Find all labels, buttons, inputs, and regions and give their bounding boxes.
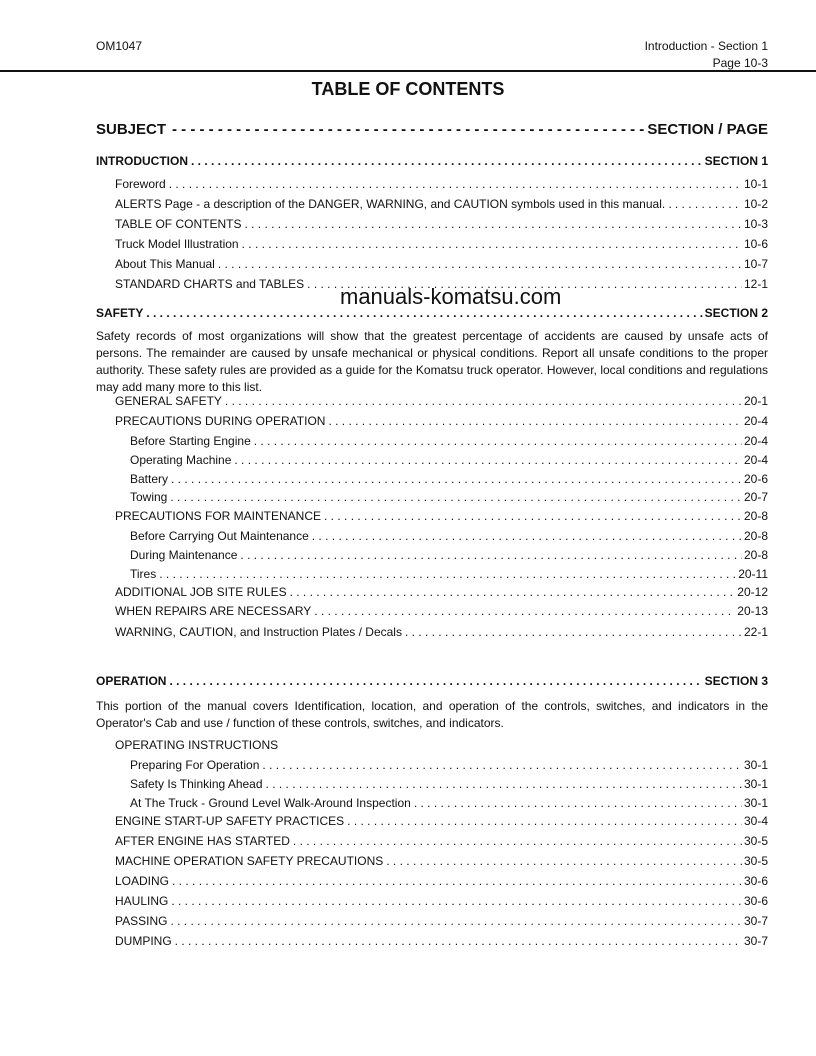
dot-leader	[314, 603, 735, 619]
entry-page: 30-1	[743, 758, 768, 772]
dot-leader	[169, 176, 742, 192]
entry-page: SECTION 1	[704, 154, 768, 168]
entry-label: Preparing For Operation	[130, 758, 260, 772]
header-page: Page 10-3	[712, 56, 768, 70]
toc-entry	[115, 176, 768, 192]
toc-entry	[115, 196, 768, 212]
dot-leader	[266, 776, 742, 792]
entry-page: 30-1	[743, 777, 768, 791]
entry-page: 30-1	[743, 796, 768, 810]
entry-page: 20-8	[743, 509, 768, 523]
entry-label: ADDITIONAL JOB SITE RULES	[115, 585, 287, 599]
dot-leader	[240, 547, 742, 563]
entry-label: WARNING, CAUTION, and Instruction Plates / Decals	[115, 625, 402, 639]
dot-leader	[347, 813, 742, 829]
toc-entry	[115, 216, 768, 232]
entry-label: MACHINE OPERATION SAFETY PRECAUTIONS	[115, 854, 384, 868]
header-rule	[0, 70, 816, 72]
toc-entry	[130, 566, 768, 582]
entry-label: SAFETY	[96, 306, 144, 320]
entry-label: WHEN REPAIRS ARE NECESSARY	[115, 604, 312, 618]
toc-entry	[130, 547, 768, 563]
subject-header	[96, 121, 768, 138]
toc-entry	[115, 913, 768, 929]
header-section: Introduction - Section 1	[644, 39, 768, 53]
entry-label: PRECAUTIONS DURING OPERATION	[115, 414, 326, 428]
toc-entry	[115, 873, 768, 889]
dot-leader	[170, 913, 742, 929]
toc-entry	[115, 508, 768, 524]
toc-entry	[115, 833, 768, 849]
toc-entry	[130, 757, 768, 773]
toc-entry	[130, 795, 768, 811]
dot-leader	[290, 584, 736, 600]
page-title: TABLE OF CONTENTS	[311, 79, 505, 99]
entry-label: Operating Machine	[130, 453, 232, 467]
dot-leader	[170, 489, 742, 505]
entry-page: 10-1	[743, 177, 768, 191]
toc-entry	[115, 893, 768, 909]
entry-label: INTRODUCTION	[96, 154, 188, 168]
dot-leader	[324, 508, 742, 524]
entry-page: 30-4	[743, 814, 768, 828]
entry-label: Before Carrying Out Maintenance	[130, 529, 309, 543]
entry-page: 30-5	[743, 834, 768, 848]
entry-label: OPERATION	[96, 674, 167, 688]
entry-label: Safety Is Thinking Ahead	[130, 777, 263, 791]
entry-label: Tires	[130, 567, 157, 581]
toc-entry	[115, 603, 768, 619]
toc-section-entry	[96, 153, 768, 169]
toc-entry	[115, 256, 768, 272]
entry-page: SECTION 3	[704, 674, 768, 688]
toc-section-entry	[96, 673, 768, 689]
entry-label: LOADING	[115, 874, 170, 888]
entry-label: Foreword	[115, 177, 166, 191]
entry-page: 10-2	[743, 197, 768, 211]
entry-page: 20-11	[738, 567, 768, 581]
entry-page: 30-7	[743, 934, 768, 948]
dot-leader	[675, 196, 742, 212]
dot-leader	[169, 673, 702, 689]
toc-entry	[130, 471, 768, 487]
toc-entry	[115, 853, 768, 869]
entry-label: Before Starting Engine	[130, 434, 251, 448]
safety-intro-paragraph: Safety records of most organizations will show that the greatest percentage of accidents are caused by unsafe acts of persons. The remainder are caused by unsafe mechanical or physical conditions. Report all unsafe conditions to the proper authority. These safety rules are provided as a guide for the Komatsu truck operator. However, local conditions and regulations may add many more to this list.	[96, 329, 768, 394]
dot-leader	[254, 433, 742, 449]
dot-leader	[405, 624, 742, 640]
entry-label: During Maintenance	[130, 548, 238, 562]
entry-page: 30-7	[743, 914, 768, 928]
entry-page: 30-6	[743, 894, 768, 908]
entry-label: PRECAUTIONS FOR MAINTENANCE	[115, 509, 322, 523]
entry-page: 20-13	[737, 604, 768, 618]
dot-leader	[293, 833, 742, 849]
toc-entry	[130, 452, 768, 468]
dot-leader	[242, 236, 742, 252]
dot-leader	[414, 795, 742, 811]
operation-intro-paragraph: This portion of the manual covers Identification, location, and operation of the controls, switches, and indicators in the Operator's Cab and use / function of these controls, switches, and indicators.	[96, 699, 768, 730]
dot-leader	[312, 528, 742, 544]
toc-entry	[115, 624, 768, 640]
entry-page: 10-7	[743, 257, 768, 271]
entry-page: 30-5	[743, 854, 768, 868]
document-id: OM1047	[96, 39, 143, 53]
entry-label: HAULING	[115, 894, 169, 908]
toc-entry	[115, 584, 768, 600]
dot-leader	[328, 413, 742, 429]
dot-leader	[234, 452, 742, 468]
entry-label: ENGINE START-UP SAFETY PRACTICES	[115, 814, 345, 828]
entry-label: Battery	[130, 472, 169, 486]
toc-entry	[115, 813, 768, 829]
toc-entry	[115, 413, 768, 429]
entry-page: 30-6	[743, 874, 768, 888]
entry-page: 20-4	[743, 414, 768, 428]
entry-page: 20-1	[743, 394, 768, 408]
toc-entry	[115, 933, 768, 949]
entry-page: 20-12	[737, 585, 768, 599]
dot-leader	[171, 471, 742, 487]
entry-label: ALERTS Page - a description of the DANGER, WARNING, and CAUTION symbols used in this manual. .	[115, 197, 672, 211]
subject-label: SUBJECT	[96, 121, 167, 138]
dash-leader	[166, 121, 647, 138]
dot-leader	[191, 153, 703, 169]
entry-page: 20-8	[743, 529, 768, 543]
entry-label: DUMPING	[115, 934, 172, 948]
entry-label: PASSING	[115, 914, 168, 928]
dot-leader	[159, 566, 736, 582]
entry-page: 10-3	[743, 217, 768, 231]
watermark: manuals-komatsu.com	[340, 284, 562, 309]
dot-leader	[172, 873, 742, 889]
entry-page: 20-7	[743, 490, 768, 504]
dot-leader	[262, 757, 742, 773]
entry-page: SECTION 2	[704, 306, 768, 320]
entry-page: 22-1	[743, 625, 768, 639]
entry-page: 12-1	[743, 277, 768, 291]
toc-entry	[115, 236, 768, 252]
entry-label: STANDARD CHARTS and TABLES	[115, 277, 305, 291]
dot-leader	[218, 256, 742, 272]
entry-label: Truck Model Illustration	[115, 237, 239, 251]
entry-label: OPERATING INSTRUCTIONS	[115, 738, 279, 752]
entry-label: Towing	[130, 490, 168, 504]
entry-label: About This Manual	[115, 257, 215, 271]
entry-page: 20-4	[743, 434, 768, 448]
entry-label: At The Truck - Ground Level Walk-Around Inspection	[130, 796, 411, 810]
toc-entry	[130, 489, 768, 505]
entry-label: GENERAL SAFETY	[115, 394, 222, 408]
section-page-label: SECTION / PAGE	[647, 121, 768, 138]
toc-entry	[130, 528, 768, 544]
entry-label: AFTER ENGINE HAS STARTED	[115, 834, 290, 848]
entry-page: 20-6	[743, 472, 768, 486]
dot-leader	[175, 933, 742, 949]
dot-leader	[171, 893, 742, 909]
toc-entry	[115, 737, 768, 753]
entry-page: 20-4	[743, 453, 768, 467]
dot-leader	[386, 853, 742, 869]
dot-leader	[244, 216, 742, 232]
entry-page: 10-6	[743, 237, 768, 251]
toc-entry	[130, 776, 768, 792]
toc-entry	[130, 433, 768, 449]
entry-page: 20-8	[743, 548, 768, 562]
entry-label: TABLE OF CONTENTS	[115, 217, 242, 231]
